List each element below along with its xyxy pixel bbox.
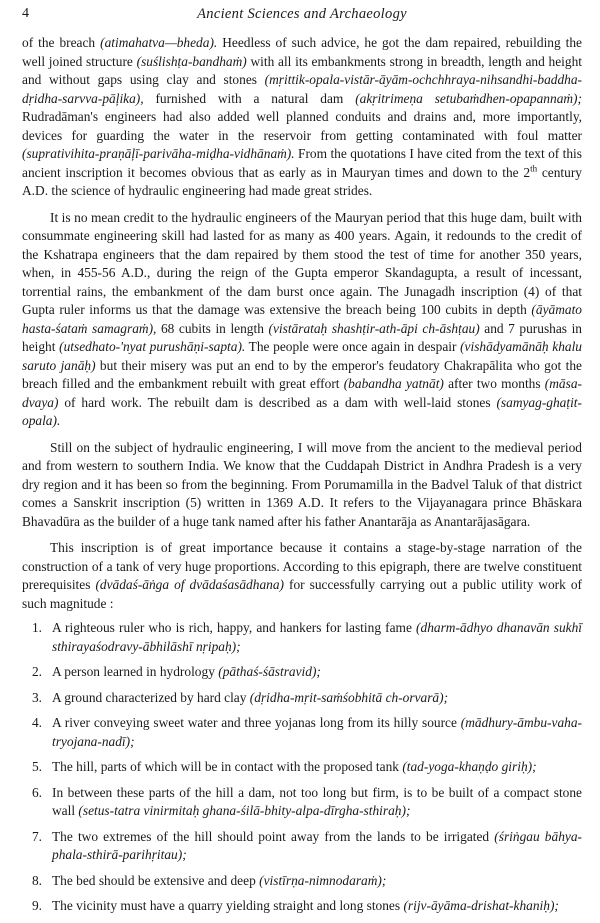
sanskrit-term: (vistārataḥ shashṭir-ath-āpi ch-āshṭau): [268, 320, 480, 336]
list-text: A river conveying sweet water and three yojanas long from its hilly source: [52, 715, 461, 730]
paragraph-text: with all its embankments strong in breadth, length and height and without gaps using clay and stones: [22, 53, 583, 87]
paragraph-text: furnished with a natural dam: [143, 90, 356, 106]
sanskrit-term: (vistīrṇa-nimnodaraṁ);: [259, 872, 387, 888]
list-item: [22, 828, 582, 865]
paragraph-text: Still on the subject of hydraulic engineering, I will move from the ancient to the medieval period and from western to southern India. We know that the Cuddapah District in Andhra Pradesh is a very dry region and it has been so from the beginning. From Porumamilla in the Badvel Taluk of that district comes a Sanskrit inscription (5) written in 1369 A.D. It refers to the Vijayanagara prince Bhāskara Bhavadūra as the builder of a huge tank named after his father Anantarāja as Anantarājasāgara.: [22, 439, 582, 529]
list-text: The hill, parts of which will be in contact with the proposed tank: [52, 759, 403, 774]
list-number: 6.: [31, 784, 42, 800]
paragraph-text: Rudradāman's engineers had also added well planned conduits and drains and, more importantly, devices for guarding the water in the reservoir from getting contaminated with foul matter: [22, 109, 582, 143]
paragraph-text: century A.D. the science of hydraulic engineering had made great strides.: [22, 164, 582, 198]
paragraph-4: [22, 539, 582, 613]
list-number: 4.: [31, 715, 42, 730]
sanskrit-term: (śriṅgau bāhya-phala-sthirā-parihṛitau);: [52, 828, 582, 862]
paragraph-text: It is no mean credit to the hydraulic engineers of the Mauryan period that this huge dam, built with consummate engineering skill had lasted for as many as 400 years. Again, it redounds to the credit of the Kshatrapa engineers that the dam repaired by them stood the test of time for another 350 years, when, in 455-56 A.D., during the reign of the Gupta emperor Skandagupta, a result of incessant, torrential rains, the embankment of the dam burst once again. The Junagadh inscription (4) of that Gupta ruler informs us that the damage was extensive the breach being 100 cubits in depth: [22, 209, 582, 317]
list-text: The bed should be extensive and deep: [52, 872, 260, 888]
paragraph-text: for successfully carrying out a public utility work of such magnitude :: [22, 577, 582, 611]
list-text: A righteous ruler who is rich, happy, and hankers for lasting fame: [52, 620, 417, 635]
sanskrit-term: (setus-tatra vinirmitaḥ ghana-śilā-bhity-alpa-dīrgha-sthiraḥ);: [78, 803, 411, 818]
sanskrit-term: (māsa-dvaya): [22, 376, 582, 410]
paragraph-text: and 7 purushas in height: [22, 320, 582, 354]
paragraph-text: The people were once again in despair: [245, 339, 461, 354]
list-item: [22, 714, 582, 751]
list-item: [22, 758, 582, 777]
sanskrit-term: (suprativihita-praṇāļī-parivāha-miḍha-vidhānaṁ).: [22, 146, 295, 161]
paragraph-2: [22, 209, 582, 431]
list-number: 8.: [31, 872, 42, 888]
sanskrit-term: (akṛitrimeṇa setubaṁdhen-opapannaṁ);: [355, 90, 582, 106]
sanskrit-term: (dṛidha-mṛit-saṁśobhitā ch-orvarā);: [249, 689, 449, 705]
paragraph-text: but their misery was put an end to by the emperor's feudatory Chakrapālita who got the breach filled and the embankment rebuilt with great effort: [22, 357, 582, 391]
paragraph-text: From the quotations I have cited from the text of this ancient inscription it becomes obvious that as early as in Mauryan times and down to the 2: [22, 146, 582, 180]
sanskrit-term: (pāthaś-śāstravid);: [218, 664, 321, 679]
paragraph-text: of hard work. The rebuilt dam is described as a dam with well-laid stones: [58, 394, 497, 410]
sanskrit-term: (dharm-ādhyo dhanavān sukhī sthirayaśodravy-ābhilāshī nṛipaḥ);: [52, 620, 582, 654]
book-page: [22, 6, 582, 923]
list-item: [22, 784, 582, 821]
list-number: 1.: [31, 620, 42, 635]
sanskrit-term: (āyāmato hasta-śataṁ samagraṁ),: [22, 302, 582, 336]
sanskrit-term: (rijv-āyāma-drishat-khaniḥ);: [403, 898, 559, 913]
prerequisites-list: [22, 619, 582, 916]
list-number: 7.: [31, 828, 42, 844]
list-item: [22, 663, 582, 682]
paragraph-text: after two months: [443, 376, 545, 391]
paragraph-1: [22, 34, 582, 201]
paragraph-text: 68 cubits in length: [156, 320, 269, 336]
running-title: Ancient Sciences and Archaeology: [197, 6, 407, 22]
list-text: The vicinity must have a quarry yielding straight and long stones: [52, 898, 404, 913]
list-text: A ground characterized by hard clay: [52, 689, 250, 705]
sanskrit-term: (suślishṭa-bandhaṁ): [136, 53, 247, 69]
sanskrit-term: (dvādaś-āṅga of dvādaśasādhana): [95, 577, 284, 592]
list-item: [22, 689, 582, 708]
list-item: [22, 897, 582, 916]
paragraph-text: of the breach: [22, 35, 101, 50]
paragraph-3: [22, 439, 582, 532]
list-text: The two extremes of the hill should point away from the lands to be irrigated: [52, 828, 495, 844]
sanskrit-term: (babandha yatnāt): [343, 376, 444, 391]
sanskrit-term: (samyag-ghaṭit-opala).: [22, 394, 582, 428]
list-text: A person learned in hydrology: [52, 664, 219, 679]
superscript: th: [530, 163, 538, 174]
list-item: [22, 872, 582, 891]
list-number: 5.: [31, 759, 42, 774]
sanskrit-term: (mādhury-āmbu-vaha-tryojana-nadī);: [52, 715, 582, 749]
list-number: 3.: [31, 689, 42, 705]
sanskrit-term: (utsedhato-'nyat purushāṇi-sapta).: [59, 339, 246, 354]
list-number: 9.: [31, 898, 42, 913]
sanskrit-term: (atimahatva—bheda).: [100, 35, 218, 50]
sanskrit-term: (tad-yoga-khaṇḍo giriḥ);: [402, 759, 537, 774]
paragraph-text: Heedless of such advice, he got the dam repaired, rebuilding the well joined structure: [22, 35, 582, 69]
list-item: [22, 619, 582, 656]
page-header: [22, 6, 582, 28]
list-text: In between these parts of the hill a dam, not too long but firm, is to be built of a compact stone wall: [52, 784, 582, 818]
sanskrit-term: (mṛittik-opala-vistār-āyām-ochchhraya-nihsandhi-baddha-dṛidha-sarvva-pāļika),: [22, 72, 582, 106]
list-number: 2.: [31, 664, 42, 679]
paragraph-text: This inscription is of great importance because it contains a stage-by-stage narration of the construction of a tank of very huge proportions. According to this epigraph, there are twelve constituent prerequisites: [22, 540, 582, 592]
sanskrit-term: (vishādyamānāḥ khalu saruto janāḥ): [22, 339, 582, 373]
page-number: 4: [22, 6, 29, 21]
